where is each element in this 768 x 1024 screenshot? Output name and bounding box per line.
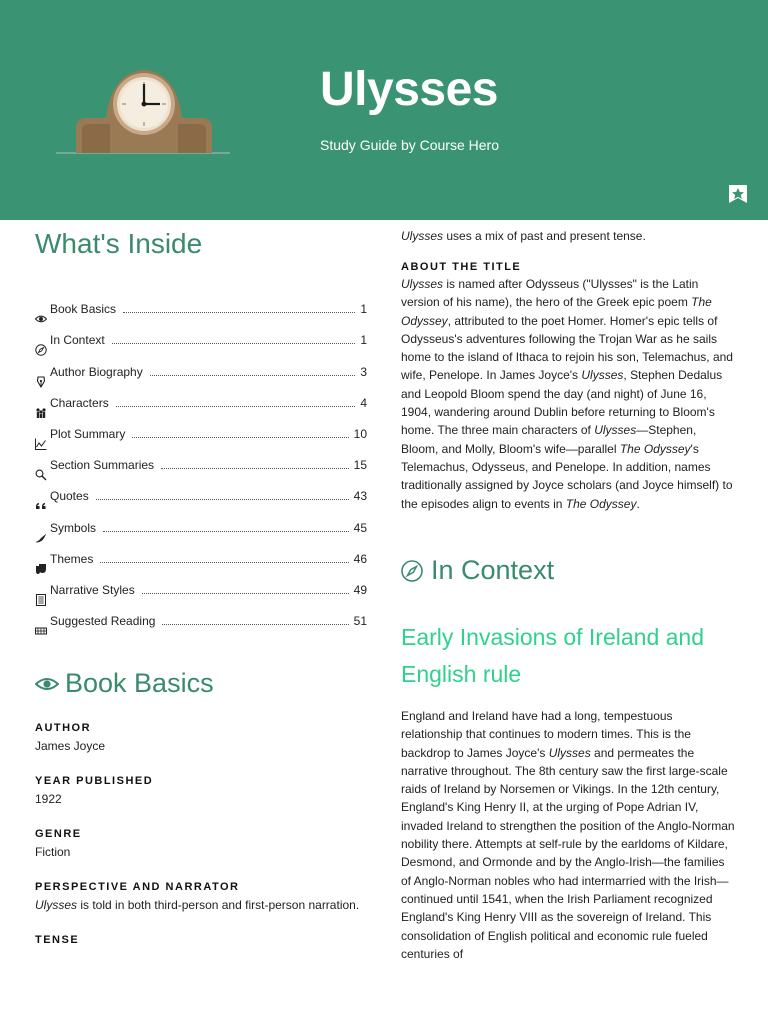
cover-header — [0, 0, 768, 220]
in-context-heading — [401, 555, 554, 586]
perspective-label: PERSPECTIVE AND NARRATOR — [35, 881, 240, 893]
toc-label: Book Basics — [50, 302, 117, 317]
toc-item-narrative-styles[interactable] — [35, 576, 367, 607]
toc-page-number: 15 — [353, 458, 367, 473]
toc-label: Plot Summary — [50, 426, 126, 441]
toc-leader-dots — [123, 311, 355, 313]
toc-page-number: 46 — [353, 551, 367, 566]
chart-line-icon — [35, 438, 47, 450]
toc-label: Author Biography — [50, 364, 143, 379]
toc-leader-dots — [162, 623, 348, 625]
toc-page-number: 43 — [353, 489, 367, 504]
tense-value — [401, 227, 736, 245]
perspective-text: is told in both third-person and first-person narration. — [77, 898, 360, 912]
books-icon — [35, 625, 47, 637]
toc-page-number: 3 — [360, 364, 367, 379]
toc-label: Themes — [50, 551, 94, 566]
genre-value: Fiction — [35, 845, 71, 859]
tense-label: TENSE — [35, 934, 80, 946]
toc-page-number: 1 — [360, 333, 367, 348]
bookmark-star-icon[interactable] — [727, 183, 749, 205]
toc-item-symbols[interactable] — [35, 513, 367, 544]
italic-title: Ulysses — [581, 368, 624, 383]
year-label: YEAR PUBLISHED — [35, 775, 154, 787]
text-run: and permeates the narrative throughout. The 8th century saw the first large-scale raids of Ireland by Norsemen or Vikings. In the 12th century, England's King Henry II, at the urging of Pope Adrian IV, invaded Ireland to strengthen the position of the Anglo-Norman nobility there. Attempts at self-rule by the earldoms of Kildare, Desmond, and Ormonde and by the Anglo-Irish—the families of Anglo-Norman nobles who had intermarried with the Irish—continued until 1541, when the Irish Parliament recognized England's King Henry VIII as the sovereign of Ireland. This consolidation of English political and economic rule fueled centuries of — [401, 745, 735, 961]
toc-leader-dots — [116, 405, 356, 407]
toc-item-plot-summary[interactable] — [35, 420, 367, 451]
text-run: is named after Odysseus ("Ulysses" is the Latin version of his name), the hero of the Greek epic poem — [401, 277, 699, 310]
book-basics-details — [35, 722, 375, 950]
section-subheading: Early Invasions of Ireland and English rule — [401, 624, 705, 687]
toc-item-themes[interactable] — [35, 545, 367, 576]
toc-leader-dots — [161, 467, 349, 469]
author-label: AUTHOR — [35, 722, 92, 734]
toc-label: Symbols — [50, 520, 97, 535]
author-value: James Joyce — [35, 739, 106, 753]
toc-page-number: 49 — [353, 582, 367, 597]
italic-title: Ulysses — [594, 423, 637, 438]
toc-page-number: 45 — [353, 520, 367, 535]
italic-title: The Odyssey — [619, 441, 691, 456]
book-subtitle: Study Guide by Course Hero — [320, 137, 499, 153]
toc-leader-dots — [96, 498, 349, 500]
eye-icon — [35, 676, 59, 692]
toc-label: Suggested Reading — [50, 614, 156, 629]
compass-icon — [401, 560, 423, 582]
italic-title: Ulysses — [401, 277, 444, 291]
text-run: . — [636, 496, 640, 511]
text-run: , attributed to the poet Homer. Homer's epic tells of Odysseus's adventures following the Trojan War as he sails home to the island of Ithaca to rejoin his son, Telemachus, and wife, Penelope. In James Joyce's — [401, 313, 733, 383]
toc-item-suggested-reading[interactable] — [35, 607, 367, 638]
eye-icon — [35, 313, 47, 325]
book-basics-heading — [35, 668, 214, 699]
italic-title: The Odyssey — [565, 496, 637, 511]
quote-icon — [35, 500, 47, 512]
toc-label: Section Summaries — [50, 458, 155, 473]
italic-title: Ulysses — [548, 745, 591, 760]
toc-leader-dots — [132, 436, 348, 438]
genre-label: GENRE — [35, 828, 82, 840]
toc-label: Characters — [50, 395, 109, 410]
book-title-italic: Ulysses — [35, 898, 78, 912]
masks-icon — [35, 563, 47, 575]
about-title-text — [401, 275, 736, 513]
compass-icon — [35, 344, 47, 356]
tense-text: uses a mix of past and present tense. — [443, 229, 646, 243]
book-title: Ulysses — [320, 63, 498, 116]
magnifier-icon — [35, 469, 47, 481]
toc-heading: What's Inside — [35, 228, 203, 259]
italic-title: The Odyssey — [401, 295, 712, 328]
perspective-value — [35, 897, 375, 914]
toc-page-number: 4 — [360, 395, 367, 410]
toc-label: In Context — [50, 333, 105, 348]
toc-item-book-basics[interactable] — [35, 295, 367, 326]
toc-leader-dots — [100, 561, 348, 563]
toc-leader-dots — [112, 342, 356, 344]
toc-item-in-context[interactable] — [35, 326, 367, 357]
year-value: 1922 — [35, 792, 62, 806]
table-of-contents — [35, 295, 367, 638]
text-run: 's Telemachus, Odysseus, and Penelope. In addition, names traditionally assigned by Joyce scholars (and Joyce himself) to the episodes align to events in — [401, 441, 733, 511]
toc-item-author-biography[interactable] — [35, 357, 367, 388]
toc-item-characters[interactable] — [35, 389, 367, 420]
pen-nib-icon — [35, 376, 47, 388]
toc-leader-dots — [142, 592, 349, 594]
toc-page-number: 1 — [360, 302, 367, 317]
bird-icon — [35, 532, 47, 544]
mantel-clock-illustration — [56, 62, 230, 158]
book-basics-title: Book Basics — [65, 668, 214, 698]
toc-label: Quotes — [50, 489, 89, 504]
book-title-italic: Ulysses — [401, 229, 444, 243]
toc-item-quotes[interactable] — [35, 482, 367, 513]
in-context-text — [401, 707, 736, 963]
toc-item-section-summaries[interactable] — [35, 451, 367, 482]
document-icon — [35, 594, 47, 606]
text-run: , Stephen Dedalus and Leopold Bloom spend the day (and night) of June 16, 1904, wandering around Dublin before returning to Bloom's home. The three main characters of — [401, 368, 723, 438]
about-title-label: ABOUT THE TITLE — [401, 261, 522, 273]
toc-page-number: 51 — [353, 614, 367, 629]
people-icon — [35, 407, 47, 419]
toc-leader-dots — [103, 530, 349, 532]
toc-label: Narrative Styles — [50, 582, 135, 597]
in-context-title: In Context — [431, 555, 555, 585]
text-run: England and Ireland have had a long, tempestuous relationship that continues to modern times. This is the backdrop to James Joyce's — [401, 709, 691, 760]
toc-leader-dots — [150, 374, 356, 376]
text-run: —Stephen, Bloom, and Molly, Bloom's wife—parallel — [401, 423, 697, 456]
toc-page-number: 10 — [353, 426, 367, 441]
